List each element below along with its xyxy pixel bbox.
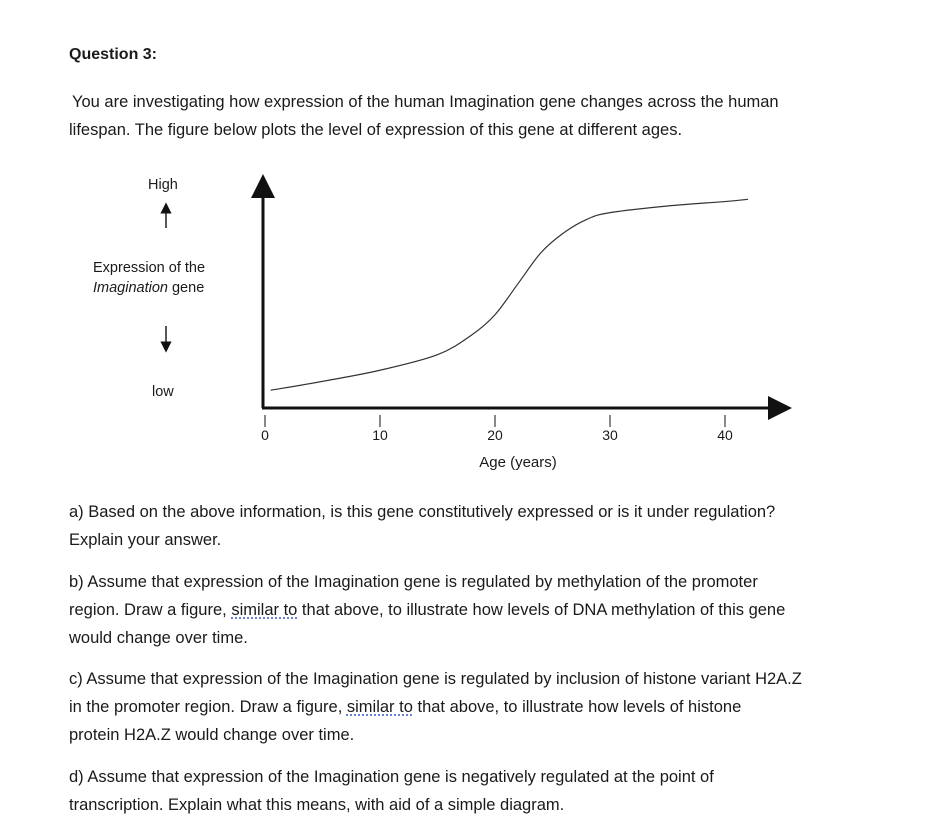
part-b-underlined-phrase: similar to bbox=[231, 601, 298, 619]
y-axis-title-line-1: Expression of the bbox=[93, 260, 206, 276]
part-b-line-1: b) Assume that expression of the Imagination gene is regulated by methylation of the promoter bbox=[69, 573, 758, 591]
part-d-line-1: d) Assume that expression of the Imagination gene is negatively regulated at the point of bbox=[69, 768, 714, 786]
y-axis-title-gene-suffix: gene bbox=[167, 280, 205, 296]
part-b-line-2 bbox=[69, 596, 785, 624]
part-c bbox=[69, 665, 802, 749]
expression-curve bbox=[271, 199, 748, 390]
part-a-line-1: a) Based on the above information, is this gene constitutively expressed or is it under regulation? bbox=[69, 503, 776, 521]
y-axis-low-label: low bbox=[152, 384, 174, 400]
x-tick-label: 40 bbox=[717, 427, 733, 443]
y-axis-high-label: High bbox=[148, 177, 178, 193]
x-tick-label: 20 bbox=[487, 427, 503, 443]
part-a bbox=[69, 498, 775, 554]
intro-line-1: You are investigating how expression of the human Imagination gene changes across the human bbox=[72, 93, 779, 111]
x-tick-label: 0 bbox=[261, 427, 269, 443]
part-c-line-2 bbox=[69, 693, 802, 721]
part-c-line-2-post: that above, to illustrate how levels of histone bbox=[412, 698, 742, 716]
y-axis-title-gene-name: Imagination bbox=[93, 280, 168, 296]
part-c-line-2-pre: in the promoter region. Draw a figure, bbox=[69, 698, 347, 716]
question-heading: Question 3: bbox=[69, 46, 158, 63]
x-tick-label: 10 bbox=[372, 427, 388, 443]
part-d-line-2: transcription. Explain what this means, with aid of a simple diagram. bbox=[69, 796, 565, 814]
part-c-underlined-phrase: similar to bbox=[346, 698, 413, 716]
x-axis-title: Age (years) bbox=[479, 454, 557, 471]
part-b bbox=[69, 568, 785, 652]
part-c-line-1: c) Assume that expression of the Imagination gene is regulated by inclusion of histone variant H2A.Z bbox=[69, 670, 802, 688]
part-b-line-2-post: that above, to illustrate how levels of DNA methylation of this gene bbox=[297, 601, 786, 619]
part-a-line-2: Explain your answer. bbox=[69, 531, 222, 549]
part-b-line-2-pre: region. Draw a figure, bbox=[69, 601, 232, 619]
part-d bbox=[69, 763, 714, 819]
x-tick-label: 30 bbox=[602, 427, 618, 443]
part-c-line-3: protein H2A.Z would change over time. bbox=[69, 726, 355, 744]
part-b-line-3: would change over time. bbox=[69, 629, 248, 647]
intro-line-2: lifespan. The figure below plots the level of expression of this gene at different ages. bbox=[69, 121, 683, 139]
